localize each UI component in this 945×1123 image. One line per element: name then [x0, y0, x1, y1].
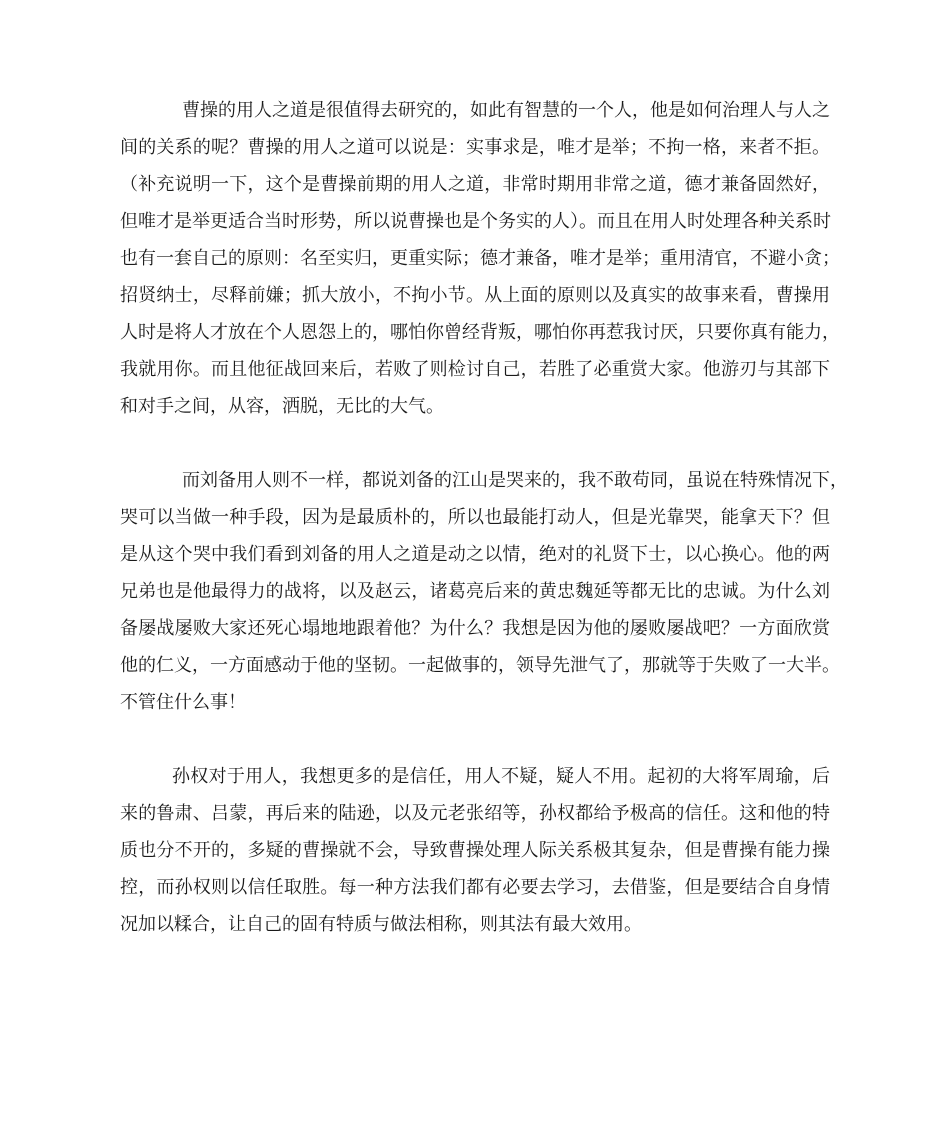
document-page: [120, 92, 848, 943]
paragraph-line: （补充说明一下，这个是曹操前期的用人之道，非常时期用非常之道，德才兼备固然好，: [120, 174, 830, 195]
paragraph-line: 哭可以当做一种手段，因为是最质朴的，所以也最能打动人，但是光靠哭，能拿天下？但: [120, 507, 830, 528]
paragraph-line: 也有一套自己的原则：名至实归，更重实际；德才兼备，唯才是举；重用清官，不避小贪；: [120, 248, 840, 269]
paragraph-sun-quan: [120, 758, 830, 943]
paragraph-liu-bei: [120, 462, 848, 721]
paragraph-line: 间的关系的呢？曹操的用人之道可以说是：实事求是，唯才是举；不拘一格，来者不拒。: [120, 137, 830, 158]
paragraph-line: 招贤纳士，尽释前嫌；抓大放小，不拘小节。从上面的原则以及真实的故事来看，曹操用: [120, 285, 830, 306]
paragraph-line: 曹操的用人之道是很值得去研究的，如此有智慧的一个人，他是如何治理人与人之: [182, 100, 830, 121]
paragraph-line: 况加以糅合，让自己的固有特质与做法相称，则其法有最大效用。: [120, 914, 642, 935]
paragraph-line: 不管住什么事！: [120, 692, 246, 713]
paragraph-line: 孙权对于用人，我想更多的是信任，用人不疑，疑人不用。起初的大将军周瑜，后: [172, 766, 830, 787]
paragraph-line: 我就用你。而且他征战回来后，若败了则检讨自己，若胜了必重赏大家。他游刃与其部下: [120, 359, 830, 380]
paragraph-line: 他的仁义，一方面感动于他的坚韧。一起做事的，领导先泄气了，那就等于失败了一大半。: [120, 655, 840, 676]
paragraph-line: 而刘备用人则不一样，都说刘备的江山是哭来的，我不敢苟同，虽说在特殊情况下，: [182, 470, 848, 491]
paragraph-line: 人时是将人才放在个人恩怨上的，哪怕你曾经背叛，哪怕你再惹我讨厌，只要你真有能力，: [120, 322, 840, 343]
paragraph-line: 但唯才是举更适合当时形势，所以说曹操也是个务实的人）。而且在用人时处理各种关系时: [120, 211, 831, 232]
paragraph-line: 备屡战屡败大家还死心塌地地跟着他？为什么？我想是因为他的屡败屡战吧？一方面欣赏: [120, 618, 830, 639]
paragraph-line: 和对手之间，从容，洒脱，无比的大气。: [120, 396, 444, 417]
paragraph-line: 控，而孙权则以信任取胜。每一种方法我们都有必要去学习，去借鉴，但是要结合自身情: [120, 877, 830, 898]
paragraph-line: 是从这个哭中我们看到刘备的用人之道是动之以情，绝对的礼贤下士，以心换心。他的两: [120, 544, 830, 565]
paragraph-line: 兄弟也是他最得力的战将，以及赵云，诸葛亮后来的黄忠魏延等都无比的忠诚。为什么刘: [120, 581, 830, 602]
paragraph-cao-cao: [120, 92, 840, 425]
paragraph-spacer: [120, 425, 830, 462]
paragraph-line: 来的鲁肃、吕蒙，再后来的陆逊，以及元老张绍等，孙权都给予极高的信任。这和他的特: [120, 803, 830, 824]
paragraph-line: 质也分不开的，多疑的曹操就不会，导致曹操处理人际关系极其复杂，但是曹操有能力操: [120, 840, 830, 861]
paragraph-spacer: [120, 721, 830, 758]
